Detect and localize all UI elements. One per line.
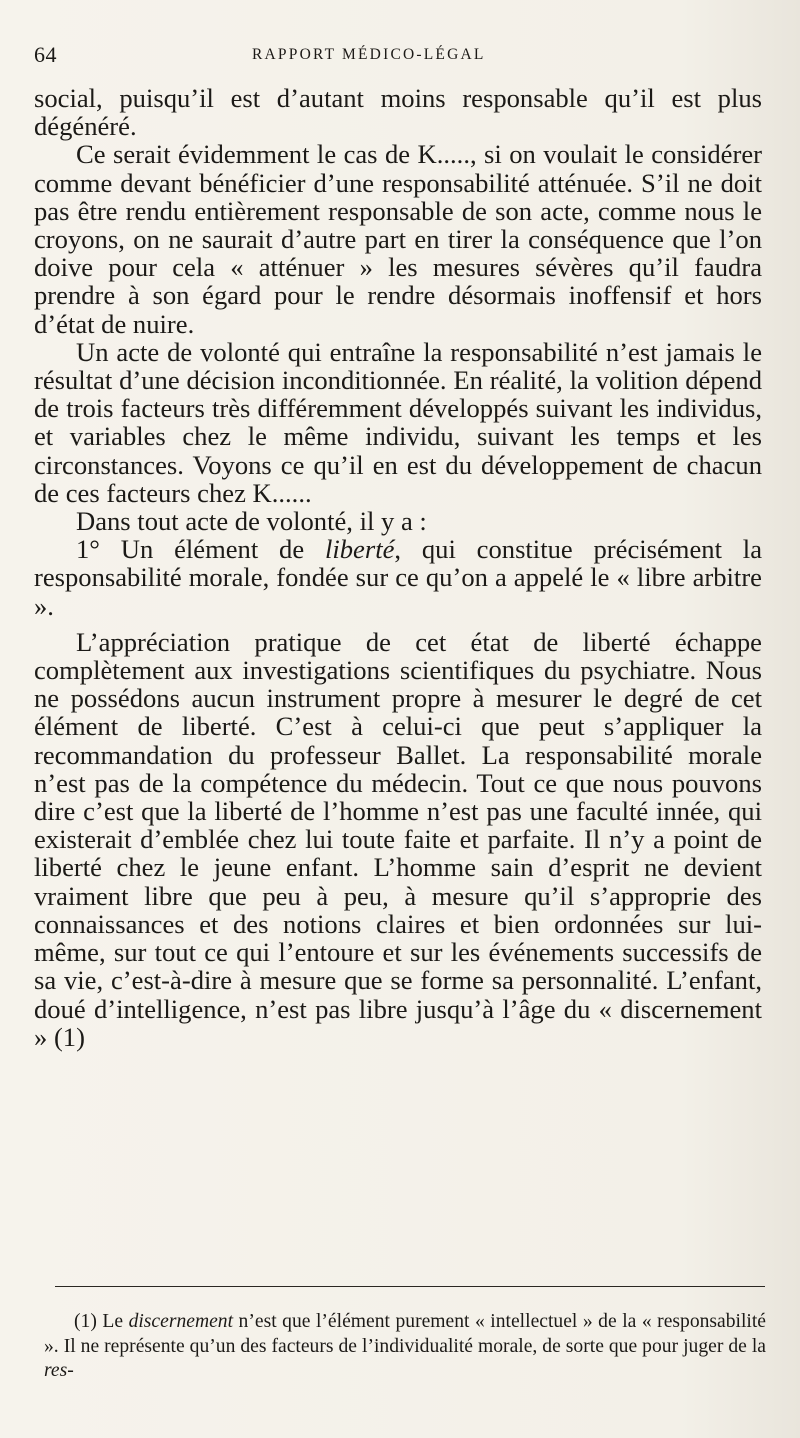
footnote-rule — [55, 1286, 765, 1287]
paragraph-5-emphasis: liberté — [324, 534, 395, 565]
paragraph-3: Un acte de volonté qui entraîne la responsabilité n’est jamais le résultat d’une décision inconditionnée. En réalité, la volition dépend de trois facteurs très différemment développés suivant les individus, et variables chez le même individu, suivant les temps et les circonstances. Voyons ce qu’il en est du développement de chacun de ces facteurs chez K...... — [34, 336, 762, 508]
footnote-marker: (1) Le — [74, 1311, 129, 1332]
paragraph-2: Ce serait évidemment le cas de K....., si on voulait le considérer comme devant bénéficier d’une responsabilité atténuée. S’il ne doit pas être rendu entièrement responsable de son acte, comme nous le croyons, on ne saurait d’autre part en tirer la conséquence que l’on doive pour cela « atténuer » les mesures sévères qu’il faudra prendre à son égard pour le rendre désormais inoffensif et hors d’état de nuire. — [34, 139, 762, 339]
running-head: RAPPORT MÉDICO-LÉGAL — [252, 46, 486, 63]
paragraph-4: Dans tout acte de volonté, il y a : — [76, 506, 427, 537]
footnote-text: n’est que l’élément purement « intellectuel » de la « responsabilité ». Il ne représente qu’un des facteurs de l’individualité morale, de sorte que pour juger de la — [44, 1311, 766, 1357]
footnote-emphasis-end: res- — [44, 1360, 74, 1381]
paragraph-5-start: 1° Un élément de — [76, 534, 325, 565]
page-number: 64 — [34, 42, 57, 67]
body-text — [34, 84, 762, 1051]
footnote-emphasis: discernement — [128, 1311, 234, 1332]
paragraph-6: L’appréciation pratique de cet état de liberté échappe complètement aux investigations scientifiques du psychiatre. Nous ne possédons aucun instrument propre à mesurer le degré de cet élément de liberté. C’est à celui-ci que peut s’appliquer la recommandation du professeur Ballet. La responsabilité morale n’est pas de la compétence du médecin. Tout ce que nous pouvons dire c’est que la liberté de l’homme n’est pas une faculté innée, qui existerait d’emblée chez lui toute faite et parfaite. Il n’y a point de liberté chez le jeune enfant. L’homme sain d’esprit ne devient vraiment libre que peu à peu, à mesure qu’il s’approprie des connaissances et des notions claires et bien ordonnées sur lui-même, sur tout ce qui l’entoure et sur les événements successifs de sa vie, c’est-à-dire à mesure que se forme sa personnalité. L’enfant, doué d’intelligence, n’est pas libre jusqu’à l’âge du « discernement » (1) — [34, 626, 762, 1052]
page-header — [34, 42, 764, 70]
paragraph-5 — [34, 535, 762, 620]
paragraph-5-end: , qui constitue précisément la responsabilité morale, fondée sur ce qu’on a appelé le « libre arbitre ». — [34, 534, 762, 621]
paragraph-1: social, puisqu’il est d’autant moins responsable qu’il est plus dégénéré. — [34, 83, 762, 142]
footnote — [44, 1310, 766, 1384]
